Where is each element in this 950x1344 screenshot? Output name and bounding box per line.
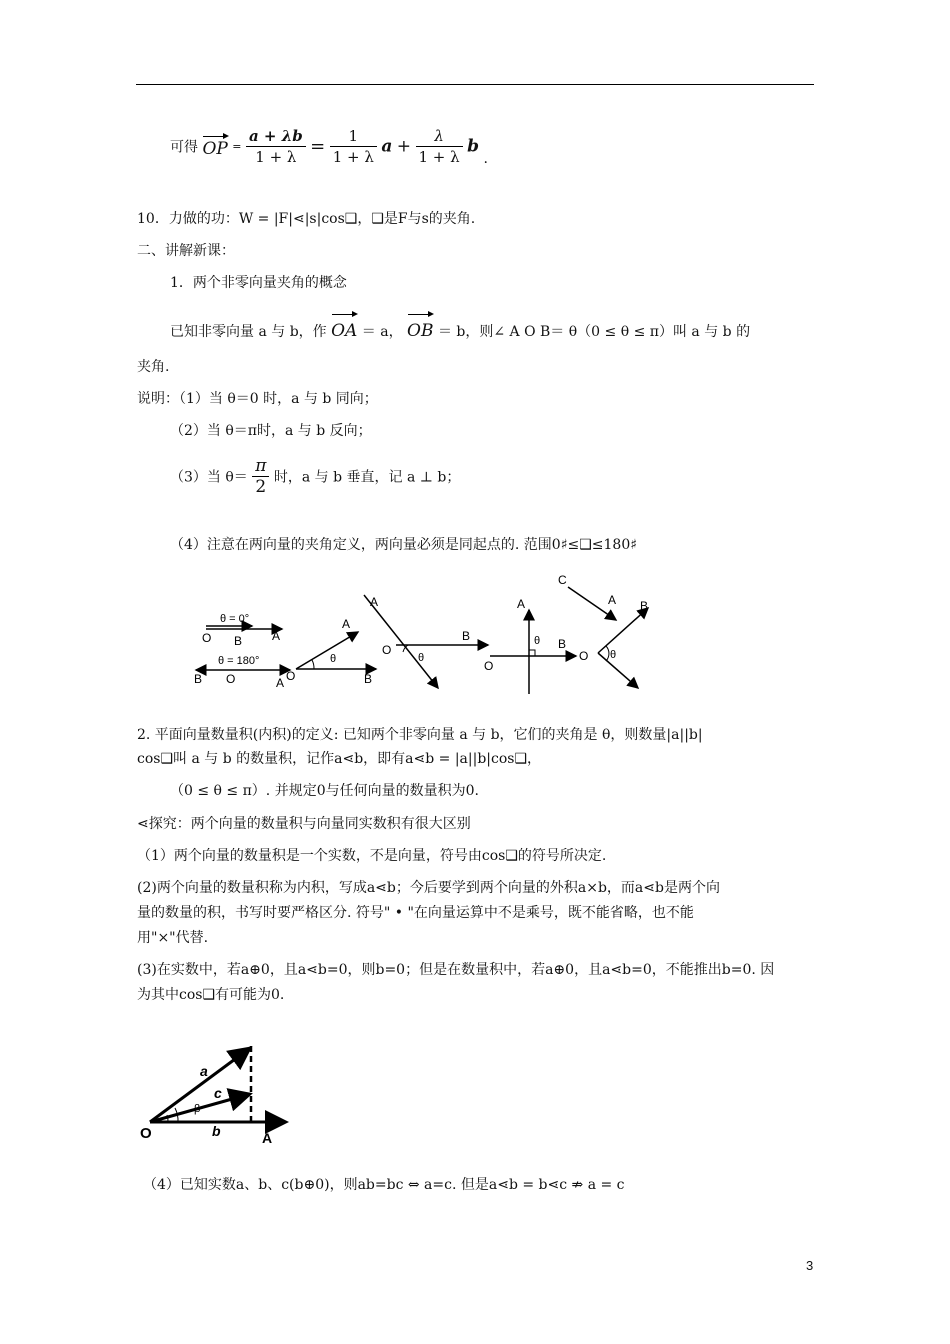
note-3-pre: （3）当 θ＝ [170,469,248,486]
equals-sign: = [232,140,242,153]
angle-figure [190,570,666,696]
label-a: A [517,597,526,611]
label-b: B [364,672,373,686]
label-b-vector: b [212,1123,221,1139]
fraction-2-numerator: 1 [330,126,377,147]
explore-title: ⋖探究：两个向量的数量积与向量同实数积有很大区别 [137,816,471,832]
fraction-1 [246,126,306,167]
var-a: a [381,136,393,157]
panel-same-direction [202,613,282,648]
label-a: A [342,617,351,631]
explore-4: （4）已知实数a、b、c(b⊕0)，则ab=bc ⇔ a=c. 但是a⋖b = b⋖c ⇏ a = c [143,1177,625,1193]
label-beta: β [194,1103,201,1115]
label-c: C [558,573,567,587]
formula-prefix: 可得 [170,139,198,156]
label-a: A [276,676,285,690]
label-b: B [234,634,243,648]
label-c-vector: c [214,1085,222,1101]
label-a-vector: a [200,1063,208,1079]
vector-ob: OB [407,312,433,345]
note-4: （4）注意在两向量的夹角定义，两向量必须是同起点的. 范围0♯≤❑≤180♯ [170,537,637,553]
label-b: B [194,672,203,686]
label-b: B [640,599,649,613]
definition-1-line2: 夹角. [137,359,170,375]
pi-over-2 [252,456,269,497]
point-1-title: 1．两个非零向量夹角的概念 [170,275,347,291]
explore-2-c: 用"×"代替. [137,930,209,946]
definition-1-mid2: ＝ b，则∠ A O B＝ θ（0 ≤ θ ≤ π）叫 a 与 b 的 [437,324,751,340]
panel-acute [286,617,376,686]
label-b: B [462,629,471,643]
panel-obtuse [558,573,648,688]
definition-1-mid1: ＝ a， [361,324,403,340]
label-b: B [558,637,567,651]
header-rule [136,84,814,85]
var-b: b [467,136,479,157]
label-o: O [202,631,212,645]
fraction-3-numerator: λ [416,126,463,147]
explore-2-a: (2)两个向量的数量积称为内积，写成a⋖b；今后要学到两个向量的外积a×b，而a⋖b是两个向 [137,880,720,896]
projection-figure [138,1040,298,1156]
note-2: （2）当 θ＝π时，a 与 b 反向； [170,423,372,439]
label-a: A [272,629,281,643]
item-10: 10．力做的功：W = |F|⋖|s|cos❑，❑是F与s的夹角. [137,211,476,227]
fraction-2 [330,126,377,167]
section-2-title: 二、讲解新课： [137,243,235,259]
plus-sign: + [396,136,412,157]
fraction-3-denominator: 1 + λ [418,148,460,166]
note-3 [170,456,460,497]
fraction-1-denominator: 1 + λ [255,148,297,166]
explore-3-a: (3)在实数中，若a⊕0，且a⋖b=0，则b=0；但是在数量积中，若a⊕0，且a⋖b=0，不能推出b=0. 因 [137,962,775,978]
label-theta: θ [330,653,337,665]
label-o: O [382,643,392,657]
fraction-1-numerator: a + λb [246,126,306,147]
label-a: A [608,593,617,607]
two-denominator: 2 [255,477,267,497]
pi-numerator: π [252,456,269,477]
definition-1-pre: 已知非零向量 a 与 b，作 [170,324,327,340]
explore-1: （1）两个向量的数量积是一个实数，不是向量，符号由cos❑的符号所决定. [137,848,607,864]
note-1: 说明：（1）当 θ＝0 时，a 与 b 同向； [137,391,378,407]
explore-2-b: 量的数量的积，书写时要严格区分. 符号" • "在向量运算中不是乘号，既不能省略，也不能 [137,905,694,921]
label-theta-180: θ = 180° [218,655,260,667]
label-a: A [370,595,379,609]
label-o: O [484,659,494,673]
panel-crossing [364,595,488,688]
point-2-line-2: cos❑叫 a 与 b 的数量积，记作a⋖b，即有a⋖b = |a||b|cos❑， [137,751,542,767]
label-o: O [140,1125,152,1142]
formula-op [170,126,488,167]
explore-3-b: 为其中cos❑有可能为0. [137,987,285,1003]
page-number: 3 [806,1258,814,1273]
fraction-2-denominator: 1 + λ [332,148,374,166]
panel-perpendicular [484,597,576,694]
label-o: O [226,672,236,686]
point-2-line-1: 2. 平面向量数量积(内积)的定义: 已知两个非零向量 a 与 b，它们的夹角是 θ，则数量|a||b| [137,727,703,743]
definition-1 [170,312,750,346]
label-o: O [286,669,296,683]
label-theta: θ [534,635,541,647]
period: . [483,151,488,167]
equals-sign-2: = [310,136,326,157]
vector-oa: OA [331,312,357,345]
point-2-line-3: （0 ≤ θ ≤ π）. 并规定0与任何向量的数量积为0. [170,783,479,799]
label-a: A [262,1130,273,1146]
fraction-3 [416,126,463,167]
label-theta-0: θ = 0° [220,613,250,625]
vector-op: OP [202,134,227,159]
label-theta: θ [418,652,425,664]
label-o: O [579,649,589,663]
panel-opposite [194,655,290,690]
label-theta: θ [610,649,617,661]
note-3-post: 时，a 与 b 垂直，记 a ⊥ b； [273,469,461,486]
